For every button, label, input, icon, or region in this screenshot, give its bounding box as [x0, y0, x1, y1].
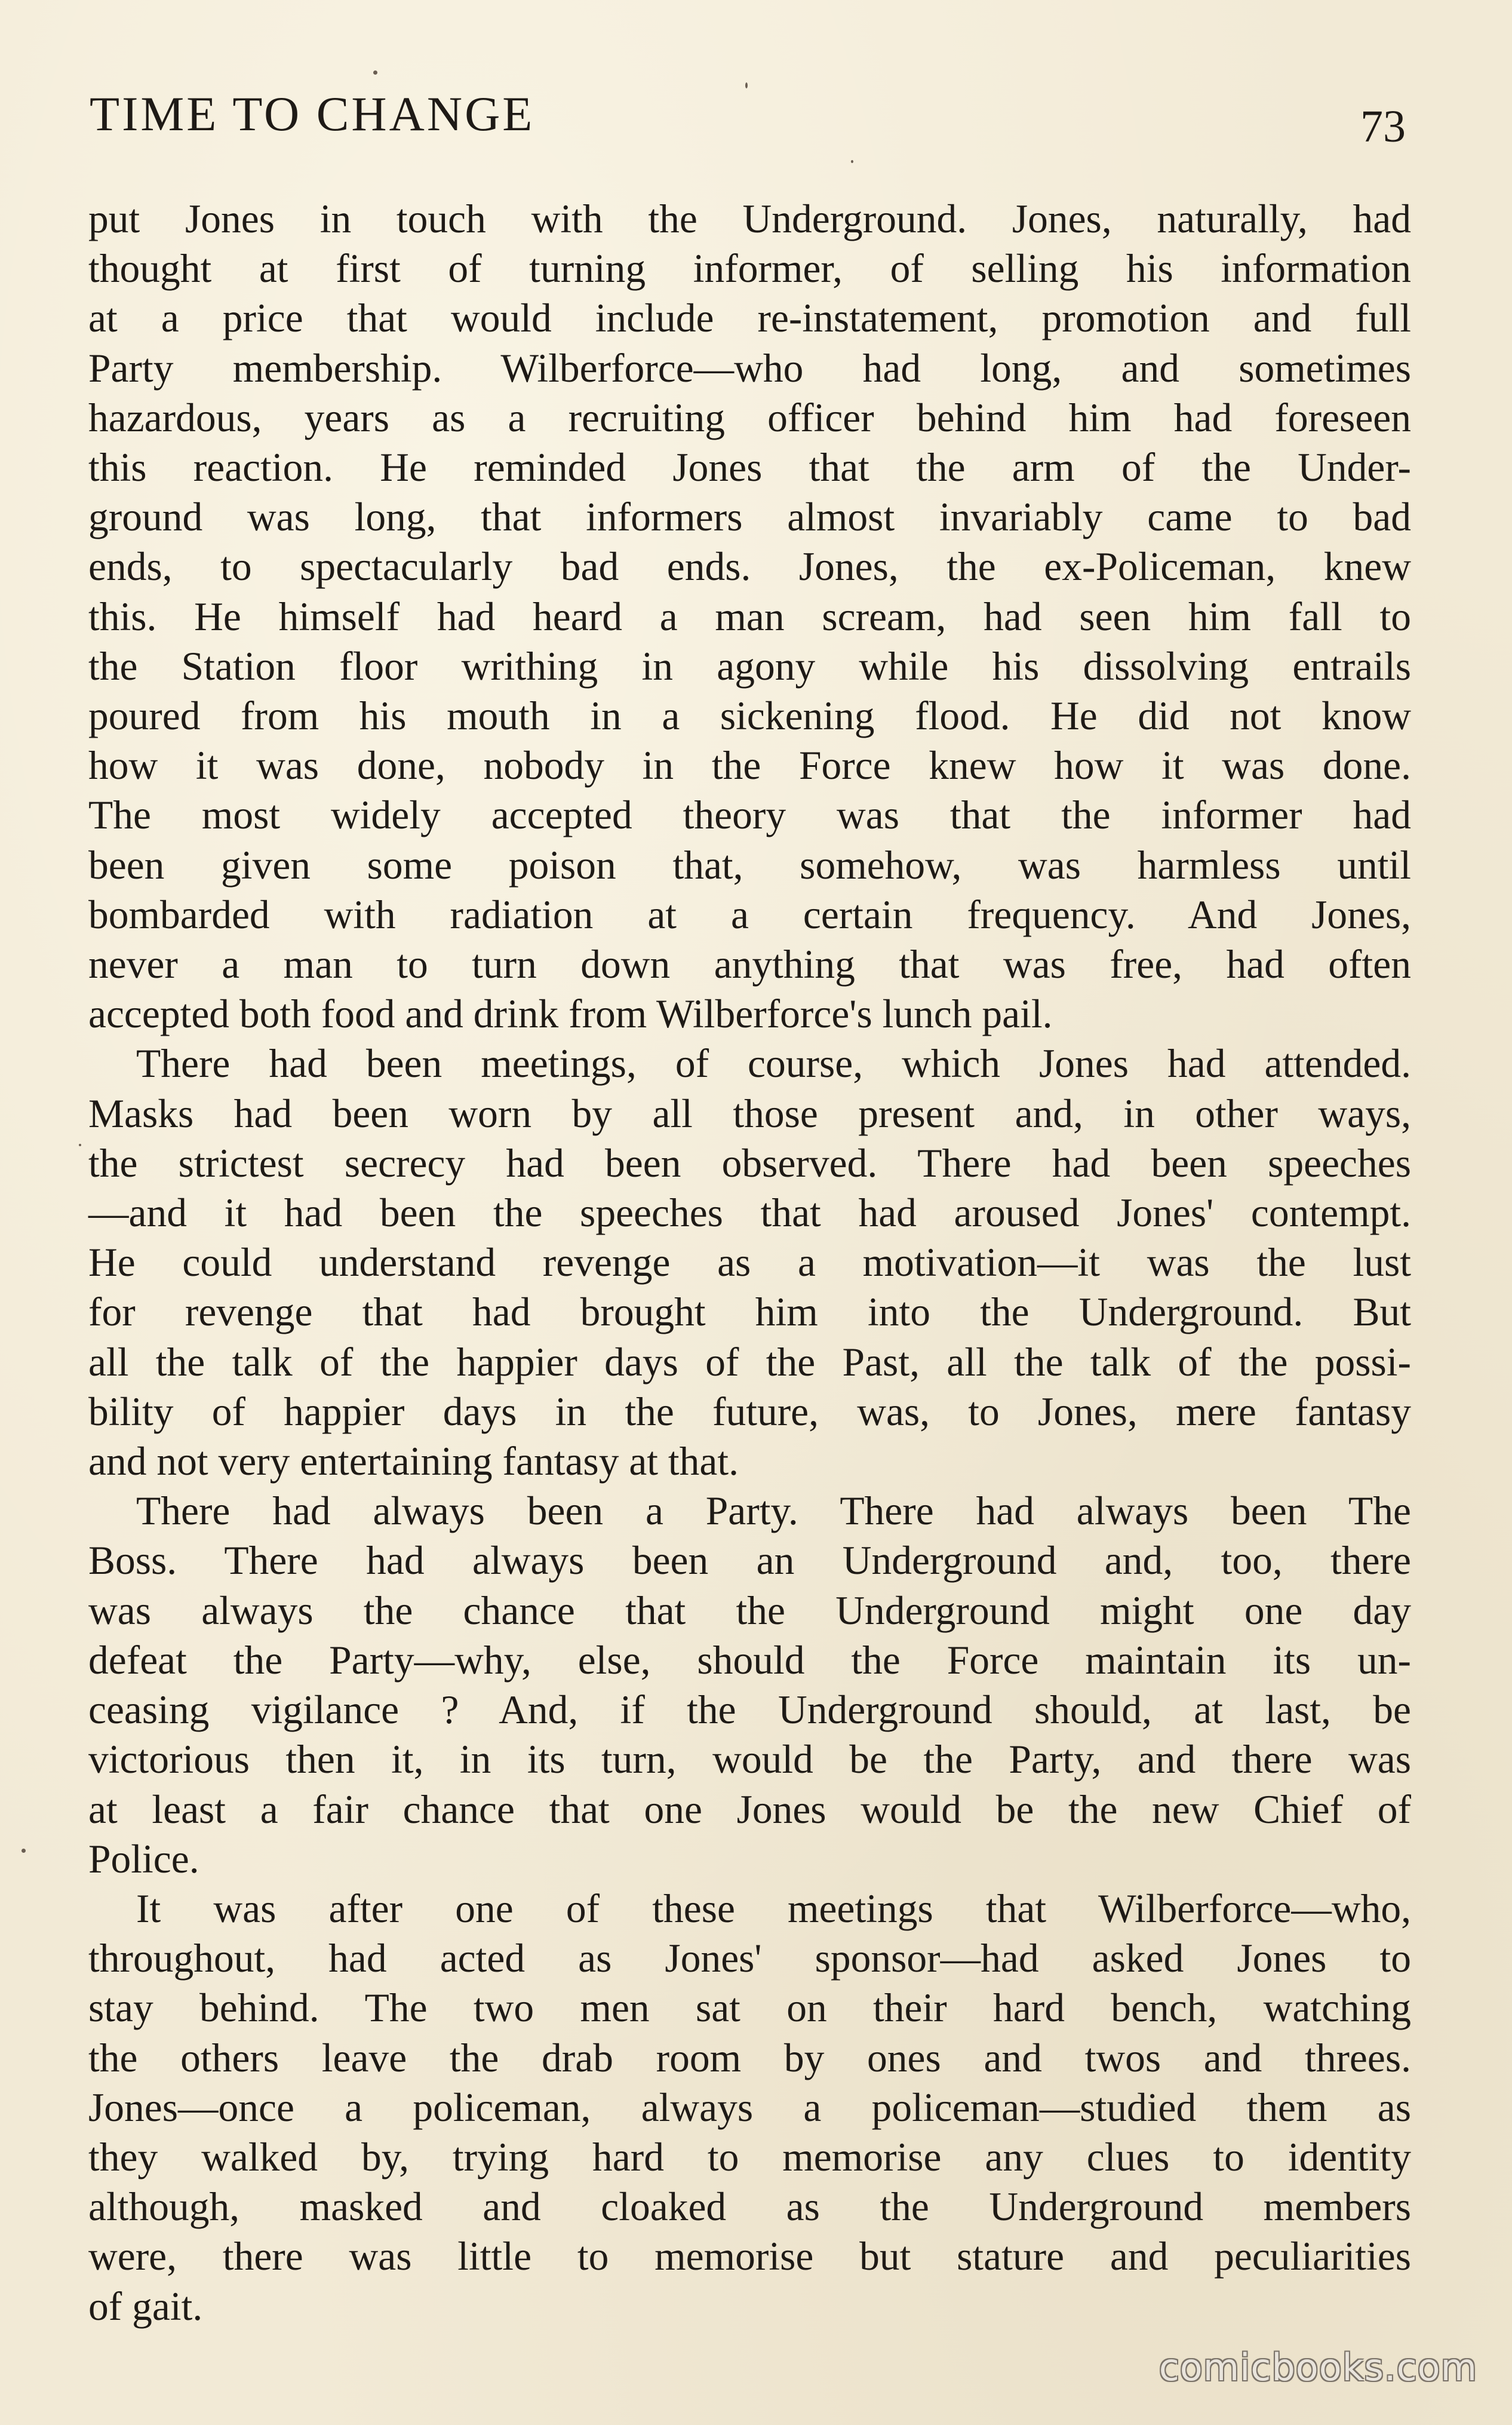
text-line: Jones—once a policeman, always a policeman—studied them as: [88, 2085, 1411, 2130]
text-line: Boss. There had always been an Underground and, too, there: [88, 1538, 1411, 1583]
print-speck: [21, 1849, 26, 1853]
text-line: stay behind. The two men sat on their hard bench, watching: [88, 1985, 1411, 2031]
text-line: for revenge that had brought him into the Underground. But: [88, 1290, 1411, 1335]
text-line: He could understand revenge as a motivation—it was the lust: [88, 1240, 1411, 1285]
text-line: The most widely accepted theory was that the informer had: [88, 793, 1411, 838]
text-line: There had always been a Party. There had always been The: [136, 1488, 1411, 1534]
text-line: thought at first of turning informer, of selling his information: [88, 246, 1411, 291]
text-line: put Jones in touch with the Underground. Jones, naturally, had: [88, 197, 1411, 241]
text-line: this reaction. He reminded Jones that the arm of the Under-: [88, 445, 1411, 490]
text-line: and not very entertaining fantasy at that.: [88, 1439, 739, 1484]
text-line: never a man to turn down anything that was free, had often: [88, 942, 1411, 987]
text-line: at least a fair chance that one Jones would be the new Chief of: [88, 1786, 1411, 1832]
paragraph: [88, 1486, 1411, 1884]
text-line: how it was done, nobody in the Force knew how it was done.: [88, 743, 1411, 788]
text-line: they walked by, trying hard to memorise any clues to identity: [88, 2134, 1411, 2180]
text-line: bombarded with radiation at a certain frequency. And Jones,: [88, 892, 1411, 937]
text-line: victorious then it, in its turn, would be the Party, and there was: [88, 1737, 1411, 1782]
text-line: bility of happier days in the future, was, to Jones, mere fantasy: [88, 1389, 1411, 1434]
text-line: There had been meetings, of course, which Jones had attended.: [136, 1041, 1411, 1086]
watermark-logo: comicbooks.com: [1158, 2346, 1477, 2389]
print-speck: [373, 70, 377, 75]
print-speck: [79, 1144, 81, 1146]
text-line: the Station floor writhing in agony while his dissolving entrails: [88, 643, 1411, 689]
text-line: poured from his mouth in a sickening flood. He did not know: [88, 693, 1411, 739]
print-speck: [851, 160, 853, 163]
text-line: of gait.: [88, 2283, 203, 2329]
paragraph: [88, 1039, 1411, 1486]
running-head: TIME TO CHANGE: [90, 87, 535, 141]
print-speck: [745, 82, 748, 88]
text-line: been given some poison that, somehow, was harmless until: [88, 842, 1411, 888]
text-line: ends, to spectacularly bad ends. Jones, the ex-Policeman, knew: [88, 544, 1411, 590]
text-line: It was after one of these meetings that Wilberforce—who,: [136, 1886, 1411, 1931]
text-line: were, there was little to memorise but stature and peculiarities: [88, 2234, 1411, 2279]
text-line: Party membership. Wilberforce—who had long, and sometimes: [88, 345, 1411, 391]
text-line: defeat the Party—why, else, should the Force maintain its un-: [88, 1637, 1411, 1683]
paragraph: [88, 194, 1411, 1039]
page-header: [90, 87, 1406, 155]
text-line: all the talk of the happier days of the Past, all the talk of the possi-: [88, 1339, 1411, 1385]
text-line: hazardous, years as a recruiting officer behind him had foreseen: [88, 395, 1411, 440]
body-text: [88, 194, 1411, 2331]
text-line: at a price that would include re-instatement, promotion and full: [88, 296, 1411, 341]
text-line: throughout, had acted as Jones' sponsor—had asked Jones to: [88, 1936, 1411, 1981]
paragraph: [88, 1884, 1411, 2331]
text-line: although, masked and cloaked as the Underground members: [88, 2184, 1411, 2230]
text-line: was always the chance that the Underground might one day: [88, 1588, 1411, 1633]
text-line: Police.: [88, 1836, 199, 1881]
text-line: the others leave the drab room by ones and twos and threes.: [88, 2035, 1411, 2080]
text-line: accepted both food and drink from Wilberforce's lunch pail.: [88, 992, 1053, 1037]
text-line: Masks had been worn by all those present and, in other ways,: [88, 1091, 1411, 1136]
text-line: the strictest secrecy had been observed. There had been speeches: [88, 1140, 1411, 1186]
text-line: this. He himself had heard a man scream, had seen him fall to: [88, 594, 1411, 639]
page-number: 73: [1360, 102, 1406, 152]
text-line: ceasing vigilance ? And, if the Underground should, at last, be: [88, 1687, 1411, 1733]
text-line: —and it had been the speeches that had aroused Jones' contempt.: [88, 1190, 1411, 1236]
text-line: ground was long, that informers almost invariably came to bad: [88, 495, 1411, 540]
